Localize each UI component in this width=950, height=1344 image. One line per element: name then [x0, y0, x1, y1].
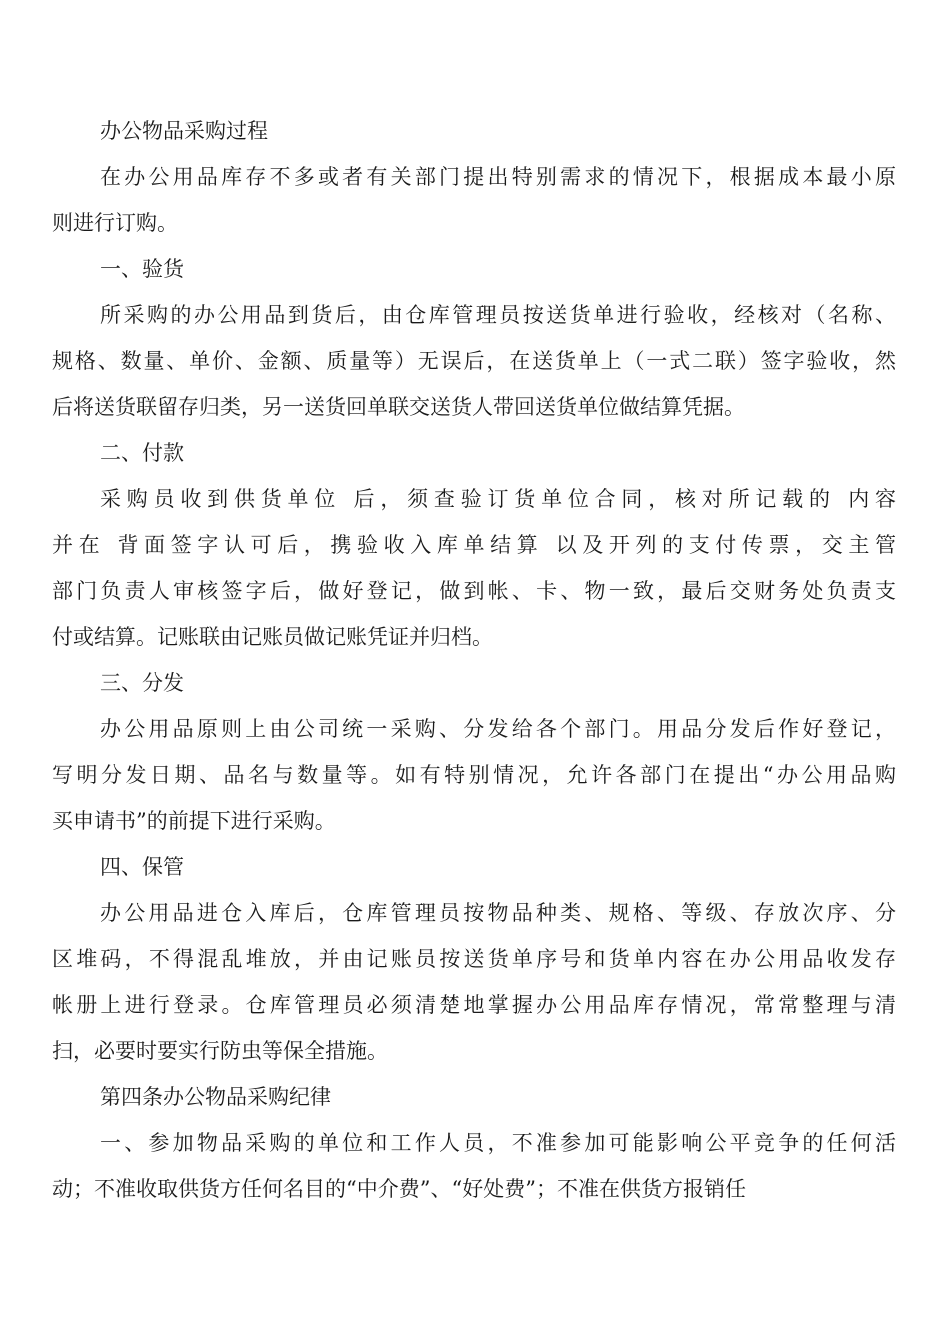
paragraph-line: 采购员收到供货单位 后，须查验订货单位合同，核对所记载的 内容: [100, 487, 896, 511]
paragraph-line: 办公用品原则上由公司统一采购、分发给各个部门。用品分发后作好登记，: [100, 717, 896, 741]
paragraph-line: 办公用品进仓入库后，仓库管理员按物品种类、规格、等级、存放次序、分: [100, 901, 896, 925]
section-heading-inspection: 一、验货: [100, 257, 184, 281]
paragraph-line: 扫，必要时要实行防虫等保全措施。: [52, 1039, 388, 1063]
paragraph-line: 帐册上进行登录。仓库管理员必须清楚地掌握办公用品库存情况，常常整理与清: [52, 993, 896, 1017]
section-heading-payment: 二、付款: [100, 441, 184, 465]
paragraph-line: 写明分发日期、品名与数量等。如有特别情况，允许各部门在提出“办公用品购: [52, 763, 896, 787]
intro-line: 则进行订购。: [52, 211, 178, 235]
intro-line: 在办公用品库存不多或者有关部门提出特别需求的情况下，根据成本最小原: [100, 165, 896, 189]
paragraph-line: 买申请书”的前提下进行采购。: [52, 809, 336, 833]
paragraph-line: 并在 背面签字认可后，携验收入库单结算 以及开列的支付传票，交主管: [52, 533, 896, 557]
paragraph-line: 后将送货联留存归类，另一送货回单联交送货人带回送货单位做结算凭据。: [52, 395, 745, 419]
paragraph-line: 所采购的办公用品到货后，由仓库管理员按送货单进行验收，经核对（名称、: [100, 303, 896, 327]
document-title: 办公物品采购过程: [100, 119, 268, 143]
paragraph-line: 部门负责人审核签字后，做好登记，做到帐、卡、物一致，最后交财务处负责支: [52, 579, 896, 603]
paragraph-line: 区堆码，不得混乱堆放，并由记账员按送货单序号和货单内容在办公用品收发存: [52, 947, 896, 971]
paragraph-line: 一、参加物品采购的单位和工作人员，不准参加可能影响公平竞争的任何活: [100, 1131, 896, 1155]
paragraph-line: 动；不准收取供货方任何名目的“中介费”、“好处费”；不准在供货方报销任: [52, 1177, 746, 1201]
paragraph-line: 付或结算。记账联由记账员做记账凭证并归档。: [52, 625, 493, 649]
paragraph-line: 规格、数量、单价、金额、质量等）无误后，在送货单上（一式二联）签字验收，然: [52, 349, 896, 373]
article-heading: 第四条办公物品采购纪律: [100, 1085, 331, 1109]
section-heading-storage: 四、保管: [100, 855, 184, 879]
section-heading-distribution: 三、分发: [100, 671, 184, 695]
document-body: [52, 108, 896, 1212]
